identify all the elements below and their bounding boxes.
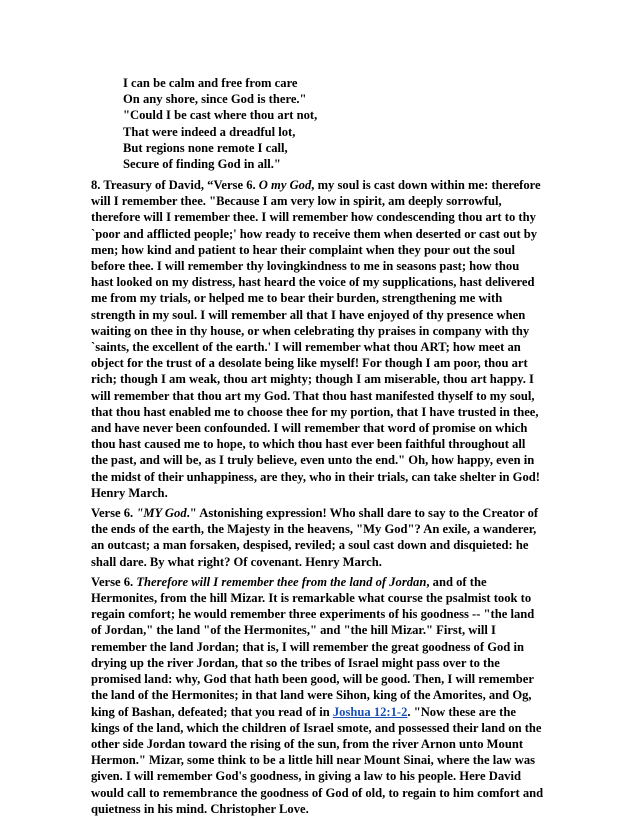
poem-block <box>123 75 543 172</box>
paragraph-line: Hermon." Mizar, some think to be a little hill near Mount Sinai, where the law was <box>91 753 536 768</box>
paragraph-first-line <box>91 574 551 590</box>
paragraph-line: will remember that thou art my God. That thou hast manifested thyself to my soul, <box>91 388 535 403</box>
poem-line: Secure of finding God in all." <box>123 157 281 172</box>
paragraph-line: kings of the land, which the children of Israel smote, and possessed their land on the <box>91 720 542 735</box>
commentary-body <box>91 177 551 821</box>
verse-ref: Verse 6. <box>91 574 137 589</box>
poem-line: "Could I be cast where thou art not, <box>123 108 318 123</box>
poem-line: But regions none remote I call, <box>123 140 288 155</box>
paragraph-line: the midst of their unhappiness, are they, who in their trials, can take shelter in God! <box>91 469 540 484</box>
poem-line: I can be calm and free from care <box>123 76 298 90</box>
paragraph-line: of Jordan," the land "of the Hermonites," and "the hill Mizar." First, will I <box>91 623 496 638</box>
italic-quote: Therefore will I remember thee from the land of Jordan <box>136 574 427 589</box>
paragraph-line: thou hast caused me to hope, to which thou hast ever been faithful throughout all <box>91 437 526 452</box>
paragraph-line: waiting on thee in thy house, or when celebrating thy praises in company with thy <box>91 323 530 338</box>
paragraph-line: an outcast; a man forsaken, despised, reviled; a soul cast down and disquieted: he <box>91 538 529 553</box>
paragraph-first-line <box>91 505 551 521</box>
paragraph-line: strength in my soul. I will remember all that I have enjoyed of thy presence when <box>91 307 526 322</box>
paragraph-line: Henry March. <box>91 485 168 500</box>
text-run: , my soul is cast down within me: therefore <box>311 178 541 192</box>
paragraph-my-god <box>91 505 551 570</box>
paragraph-line: `poor and afflicted people;' how ready to receive them when deserted or cast out by <box>91 226 538 241</box>
paragraph-line: remember the land Jordan; that is, I will remember the great goodness of God in <box>91 639 524 654</box>
paragraph-line: drying up the river Jordan, that so the tribes of Israel might pass over to the <box>91 655 500 670</box>
paragraph-line: Hermonites, from the hill Mizar. It is remarkable what course the psalmist took to <box>91 591 532 606</box>
paragraph-line: regain comfort; he would remember three experiments of his goodness -- "the land <box>91 607 535 622</box>
paragraph-line-with-link <box>91 704 551 720</box>
paragraph-line: will I remember thee. "Because I am very low in spirit, am deeply sorrowful, <box>91 194 502 209</box>
paragraph-line: rich; though I am weak, thou art mighty; though I am miserable, thou art happy. I <box>91 372 534 387</box>
paragraph-line: before thee. I will remember thy lovingkindness to me in seasons past; how thou <box>91 259 520 274</box>
paragraph-line: `saints, the excellent of the earth.' I will remember what thou ART; how meet an <box>91 340 521 355</box>
text-run: , and of the <box>426 574 487 589</box>
paragraph-line: would call to remembrance the goodness of God of old, to regain to him comfort and <box>91 785 544 800</box>
paragraph-line: and have never been confounded. I will remember that word of promise on which <box>91 421 528 436</box>
poem-line: On any shore, since God is there." <box>123 92 307 107</box>
paragraph-line: men; how kind and patient to hear their complaint when they pour out the soul <box>91 242 516 257</box>
paragraph-land-of-jordan <box>91 574 551 817</box>
italic-quote: O my God <box>258 178 312 192</box>
paragraph-line: the past, and will be, as I truly believe, even unto the end." Oh, how happy, even in <box>91 453 535 468</box>
paragraph-line: shall dare. By what right? Of covenant. Henry March. <box>91 554 382 569</box>
paragraph-line: quietness in his mind. Christopher Love. <box>91 801 309 816</box>
scripture-link-joshua[interactable]: Joshua 12:1-2 <box>332 704 408 719</box>
paragraph-line: object for the trust of a desolate being like myself! For though I am poor, thou art <box>91 356 528 371</box>
poem-line: That were indeed a dreadful lot, <box>123 124 296 139</box>
paragraph-line: the land of the Hermonites; in that land were Sihon, king of the Amorites, and Og, <box>91 688 532 703</box>
text-run: king of Bashan, defeated; that you read of in <box>91 704 333 719</box>
verse-ref: Verse 6. <box>91 506 137 521</box>
paragraph-line: other side Jordan toward the rising of the sun, from the river Arnon unto Mount <box>91 736 524 751</box>
paragraph-line: hast looked on my distress, hast heard the voice of my supplications, hast delivered <box>91 275 535 290</box>
paragraph-treasury-of-david <box>91 177 551 501</box>
paragraph-line: that thou hast enabled me to choose thee for my portion, that I have trusted in thee, <box>91 404 539 419</box>
text-run: ." Astonishing expression! Who shall dare to say to the Creator of <box>186 506 539 521</box>
verse-ref: 8. Treasury of David, “Verse 6. <box>91 178 259 192</box>
italic-quote: "MY God <box>136 506 187 521</box>
paragraph-line: me from my trials, or helped me to bear their burden, strengthening me with <box>91 291 503 306</box>
text-run: . "Now these are the <box>407 704 516 719</box>
paragraph-line: given. I will remember God's goodness, in giving a law to his people. Here David <box>91 769 521 784</box>
paragraph-line: the ends of the earth, the Majesty in the heavens, "My God"? An exile, a wanderer, <box>91 522 537 537</box>
paragraph-line: therefore will I remember thee. I will remember how condescending thou art to thy <box>91 210 536 225</box>
paragraph-line: promised land: why, God that hath been good, will be good. Then, I will remember <box>91 672 534 687</box>
paragraph-first-line <box>91 177 551 193</box>
